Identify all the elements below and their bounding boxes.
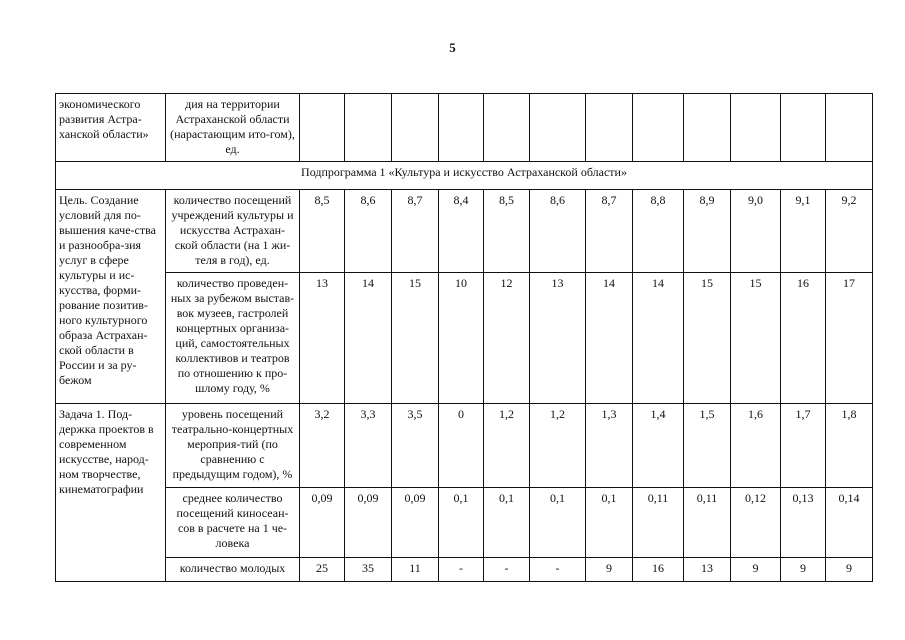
page-number: 5 — [449, 40, 456, 55]
goal-cell: Цель. Создание условий для по-вышения каче-ства и разнообра-зия услуг в сфере культуры и ис-кусства, форми-рование позитив-ного культурного образа Астрахан-ской области в России и за ру-бежом — [56, 190, 166, 404]
value-cell — [392, 94, 439, 162]
value-cell: 1,4 — [633, 404, 684, 488]
table-row-task-1 — [56, 404, 873, 488]
value-cell: 3,2 — [300, 404, 345, 488]
value-cell: 14 — [586, 273, 633, 404]
value-cell: 1,7 — [781, 404, 826, 488]
value-cell: 1,2 — [530, 404, 586, 488]
value-cell: - — [439, 558, 484, 582]
value-cell: 25 — [300, 558, 345, 582]
value-cell: 1,3 — [586, 404, 633, 488]
value-cell — [586, 94, 633, 162]
value-cell: 9 — [826, 558, 873, 582]
value-cell: 0,11 — [633, 488, 684, 558]
value-cell: 1,8 — [826, 404, 873, 488]
value-cell: 14 — [633, 273, 684, 404]
value-cell: 8,7 — [392, 190, 439, 273]
value-cell: 0 — [439, 404, 484, 488]
value-cell: 0,14 — [826, 488, 873, 558]
value-cell: 15 — [731, 273, 781, 404]
value-cell: 13 — [530, 273, 586, 404]
indicator-cell: количество проведен-ных за рубежом выстав-вок музеев, гастролей концертных организа-ций, самостоятельных коллективов и театров по отношению к про-шлому году, % — [166, 273, 300, 404]
value-cell — [684, 94, 731, 162]
indicator-cell: количество посещений учреждений культуры и искусства Астрахан-ской области (на 1 жи-теля в год), ед. — [166, 190, 300, 273]
value-cell: 0,12 — [731, 488, 781, 558]
goal-cell: экономического развития Астра-ханской области» — [56, 94, 166, 162]
table-row-task-3 — [56, 558, 873, 582]
value-cell: 0,1 — [484, 488, 530, 558]
value-cell: - — [530, 558, 586, 582]
table-row-task-2 — [56, 488, 873, 558]
value-cell: 9,2 — [826, 190, 873, 273]
value-cell: 8,8 — [633, 190, 684, 273]
value-cell: 9 — [781, 558, 826, 582]
value-cell — [300, 94, 345, 162]
value-cell: 0,1 — [530, 488, 586, 558]
value-cell: 8,6 — [530, 190, 586, 273]
value-cell: 0,09 — [300, 488, 345, 558]
value-cell: 15 — [684, 273, 731, 404]
indicator-cell: количество молодых — [166, 558, 300, 582]
value-cell — [484, 94, 530, 162]
value-cell: 9,1 — [781, 190, 826, 273]
value-cell: 8,5 — [300, 190, 345, 273]
value-cell: 0,1 — [439, 488, 484, 558]
indicator-cell: среднее количество посещений киносеан-сов в расчете на 1 че-ловека — [166, 488, 300, 558]
value-cell: 17 — [826, 273, 873, 404]
indicator-cell: уровень посещений театрально-концертных мероприя-тий (по сравнению с предыдущим годом), % — [166, 404, 300, 488]
indicator-cell: дия на территории Астраханской области (нарастающим ито-гом), ед. — [166, 94, 300, 162]
value-cell — [731, 94, 781, 162]
value-cell: 9,0 — [731, 190, 781, 273]
value-cell: 0,11 — [684, 488, 731, 558]
value-cell — [633, 94, 684, 162]
value-cell: 1,2 — [484, 404, 530, 488]
value-cell — [530, 94, 586, 162]
value-cell: 8,7 — [586, 190, 633, 273]
value-cell: 1,6 — [731, 404, 781, 488]
value-cell — [439, 94, 484, 162]
value-cell: 8,9 — [684, 190, 731, 273]
value-cell: 1,5 — [684, 404, 731, 488]
value-cell: 0,13 — [781, 488, 826, 558]
value-cell: 0,09 — [345, 488, 392, 558]
value-cell: 0,09 — [392, 488, 439, 558]
value-cell: 15 — [392, 273, 439, 404]
value-cell: 13 — [300, 273, 345, 404]
value-cell: 9 — [731, 558, 781, 582]
value-cell: 10 — [439, 273, 484, 404]
value-cell: 8,5 — [484, 190, 530, 273]
value-cell — [345, 94, 392, 162]
value-cell: 9 — [586, 558, 633, 582]
value-cell: 16 — [633, 558, 684, 582]
subprogram-header-row — [56, 162, 873, 190]
value-cell: 8,4 — [439, 190, 484, 273]
value-cell: 14 — [345, 273, 392, 404]
value-cell: 13 — [684, 558, 731, 582]
value-cell: 8,6 — [345, 190, 392, 273]
value-cell: 11 — [392, 558, 439, 582]
table-row-goal-2 — [56, 273, 873, 404]
table-row-goal-1 — [56, 190, 873, 273]
indicators-table — [55, 93, 873, 582]
value-cell — [826, 94, 873, 162]
value-cell: 0,1 — [586, 488, 633, 558]
value-cell: 3,3 — [345, 404, 392, 488]
table-row-continuation — [56, 94, 873, 162]
value-cell: 3,5 — [392, 404, 439, 488]
value-cell: - — [484, 558, 530, 582]
value-cell — [781, 94, 826, 162]
goal-cell: Задача 1. Под-держка проектов в современном искусстве, народ-ном творчестве, кинематографии — [56, 404, 166, 582]
subprogram-title: Подпрограмма 1 «Культура и искусство Астраханской области» — [56, 162, 873, 190]
value-cell: 16 — [781, 273, 826, 404]
value-cell: 35 — [345, 558, 392, 582]
value-cell: 12 — [484, 273, 530, 404]
